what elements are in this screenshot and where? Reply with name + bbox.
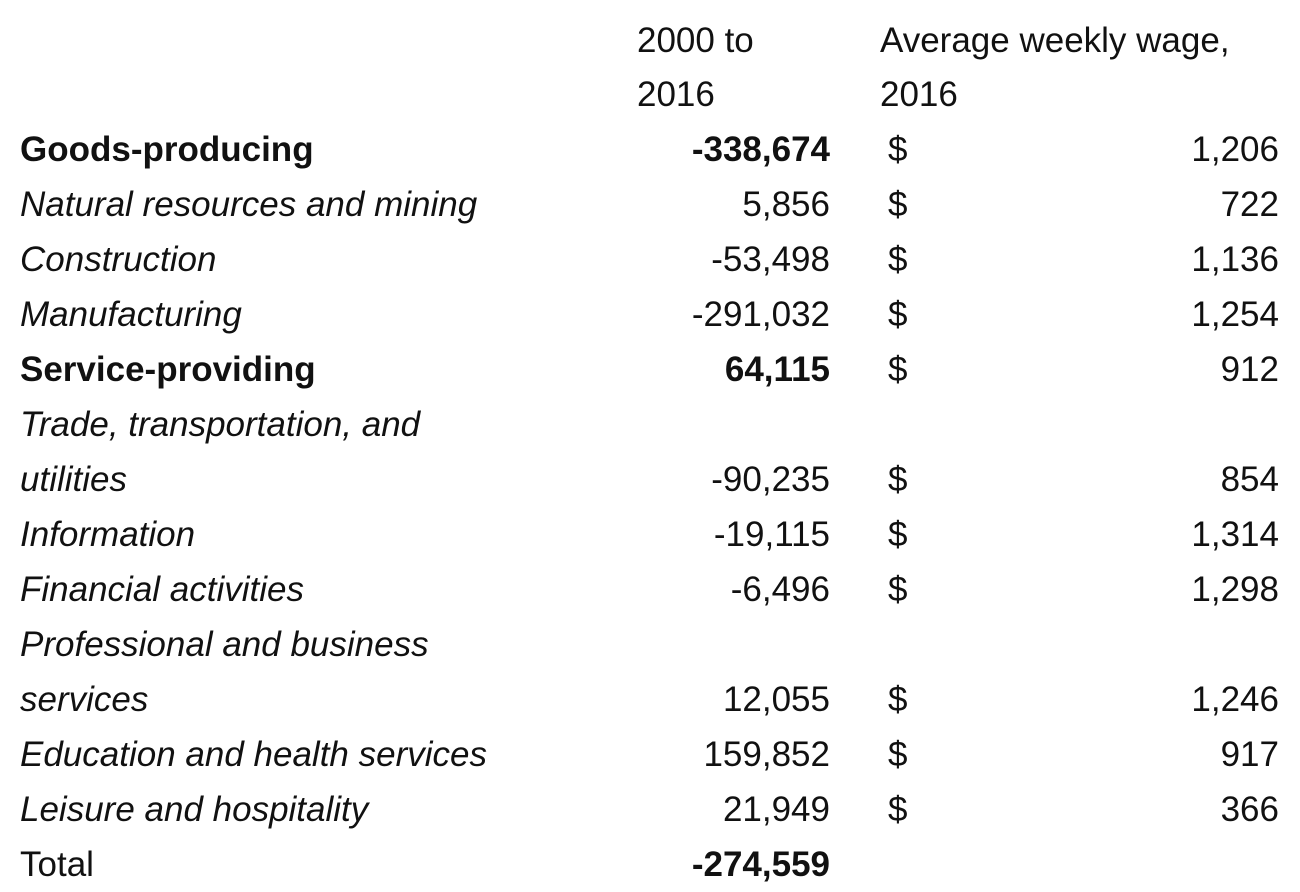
table-row <box>20 727 1285 782</box>
weekly-wage-value: 912 <box>1220 350 1279 389</box>
total-row <box>20 837 1285 892</box>
industry-label: Trade, transportation, and utilities <box>20 405 421 499</box>
weekly-wage-value: 1,206 <box>1191 130 1279 169</box>
industry-label: Information <box>20 515 196 554</box>
dollar-sign: $ <box>888 790 908 829</box>
table-body <box>20 122 1285 837</box>
employment-wage-table <box>20 14 1285 892</box>
table-row <box>20 507 1285 562</box>
dollar-sign: $ <box>888 735 908 774</box>
industry-label: Goods-producing <box>20 130 314 169</box>
employment-change-value: -6,496 <box>730 570 830 609</box>
dollar-sign: $ <box>888 515 908 554</box>
industry-label: Leisure and hospitality <box>20 790 369 829</box>
employment-change-value: -53,498 <box>711 240 830 279</box>
weekly-wage-value: 1,246 <box>1191 680 1279 719</box>
industry-label: Financial activities <box>20 570 304 609</box>
employment-change-value: -338,674 <box>691 130 830 169</box>
dollar-sign: $ <box>888 295 908 334</box>
dollar-sign: $ <box>888 130 908 169</box>
total-label: Total <box>20 845 94 884</box>
industry-label: Manufacturing <box>20 295 242 334</box>
industry-label: Education and health services <box>20 735 487 774</box>
industry-label: Natural resources and mining <box>20 185 478 224</box>
dollar-sign: $ <box>888 460 908 499</box>
employment-change-value: 21,949 <box>722 790 830 829</box>
weekly-wage-value: 366 <box>1220 790 1279 829</box>
weekly-wage-value: 1,298 <box>1191 570 1279 609</box>
header-average-weekly-wage: Average weekly wage, 2016 <box>880 21 1230 114</box>
table-row <box>20 617 1285 727</box>
employment-change-value: -291,032 <box>691 295 830 334</box>
table-row <box>20 122 1285 177</box>
weekly-wage-value: 1,314 <box>1191 515 1279 554</box>
table-row <box>20 177 1285 232</box>
employment-change-value: 5,856 <box>742 185 830 224</box>
employment-change-value: -19,115 <box>713 515 830 554</box>
weekly-wage-value: 722 <box>1220 185 1279 224</box>
table-row <box>20 782 1285 837</box>
table-row <box>20 287 1285 342</box>
employment-change-value: 159,852 <box>703 735 830 774</box>
employment-change-value: -90,235 <box>711 460 830 499</box>
header-change-period: 2000 to 2016 <box>637 21 754 114</box>
table-header <box>20 14 1285 122</box>
table-row <box>20 342 1285 397</box>
weekly-wage-value: 1,254 <box>1191 295 1279 334</box>
dollar-sign: $ <box>888 350 908 389</box>
dollar-sign: $ <box>888 185 908 224</box>
total-change-value: -274,559 <box>691 845 830 884</box>
dollar-sign: $ <box>888 240 908 279</box>
industry-label: Service-providing <box>20 350 316 389</box>
table-row <box>20 562 1285 617</box>
dollar-sign: $ <box>888 680 908 719</box>
weekly-wage-value: 1,136 <box>1191 240 1279 279</box>
weekly-wage-value: 917 <box>1220 735 1279 774</box>
weekly-wage-value: 854 <box>1220 460 1279 499</box>
employment-change-value: 64,115 <box>724 350 830 389</box>
dollar-sign: $ <box>888 570 908 609</box>
table-row <box>20 232 1285 287</box>
industry-label: Construction <box>20 240 217 279</box>
table-row <box>20 397 1285 507</box>
employment-change-value: 12,055 <box>722 680 830 719</box>
industry-label: Professional and business services <box>20 625 429 719</box>
